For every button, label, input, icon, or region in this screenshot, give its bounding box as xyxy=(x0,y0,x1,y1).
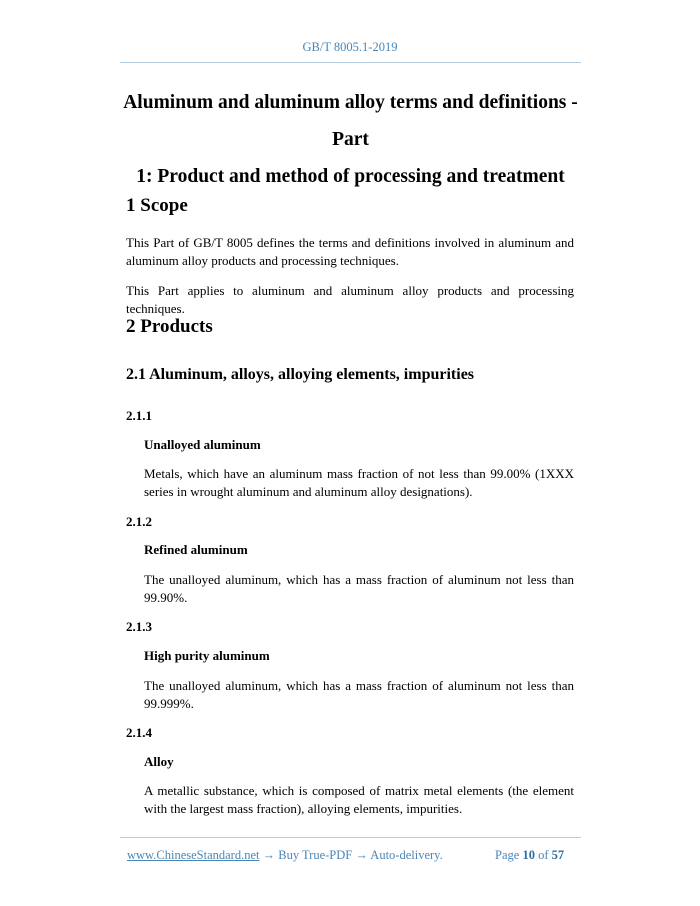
footer-promo xyxy=(127,848,443,863)
term-name: Refined aluminum xyxy=(144,542,248,557)
page-total: 57 xyxy=(551,848,565,862)
title-line-1: Aluminum and aluminum alloy terms and definitions - Part xyxy=(123,92,578,150)
term-definition: The unalloyed aluminum, which has a mass fraction of aluminum not less than 99.90%. xyxy=(144,572,574,605)
term-name: Alloy xyxy=(144,754,174,769)
site-link[interactable]: www.ChineseStandard.net xyxy=(127,848,260,862)
term-name: Unalloyed aluminum xyxy=(144,437,261,452)
term-number: 2.1.1 xyxy=(126,408,152,423)
footer-tagline: → Buy True-PDF → Auto-delivery. xyxy=(259,848,443,862)
section-heading-products: 2 Products xyxy=(126,316,213,337)
subsection-heading: 2.1 Aluminum, alloys, alloying elements, impurities xyxy=(126,366,475,383)
document-title xyxy=(110,84,591,195)
section-heading-scope: 1 Scope xyxy=(126,195,188,216)
term-definition: A metallic substance, which is composed of matrix metal elements (the element with the largest mass fraction), alloying elements, impurities. xyxy=(144,783,574,816)
title-line-2: 1: Product and method of processing and treatment xyxy=(136,166,565,187)
scope-paragraph-1: This Part of GB/T 8005 defines the terms and definitions involved in aluminum and aluminum alloy products and processing techniques. xyxy=(126,235,574,268)
term-number: 2.1.2 xyxy=(126,514,152,529)
page-current: 10 xyxy=(522,848,535,862)
term-number: 2.1.4 xyxy=(126,725,152,740)
term-number: 2.1.3 xyxy=(126,619,152,634)
term-definition: The unalloyed aluminum, which has a mass fraction of aluminum not less than 99.999%. xyxy=(144,678,574,711)
term-definition: Metals, which have an aluminum mass fraction of not less than 99.00% (1XXX series in wrought aluminum and aluminum alloy designations). xyxy=(144,466,574,499)
term-name: High purity aluminum xyxy=(144,648,270,663)
footer-divider xyxy=(120,837,581,838)
header-divider xyxy=(120,62,581,63)
page-of: of xyxy=(538,848,549,862)
page-label: Page xyxy=(495,848,520,862)
page-indicator xyxy=(495,848,564,863)
scope-paragraph-2: This Part applies to aluminum and aluminum alloy products and processing techniques. xyxy=(126,283,574,316)
running-header: GB/T 8005.1-2019 xyxy=(302,40,398,54)
